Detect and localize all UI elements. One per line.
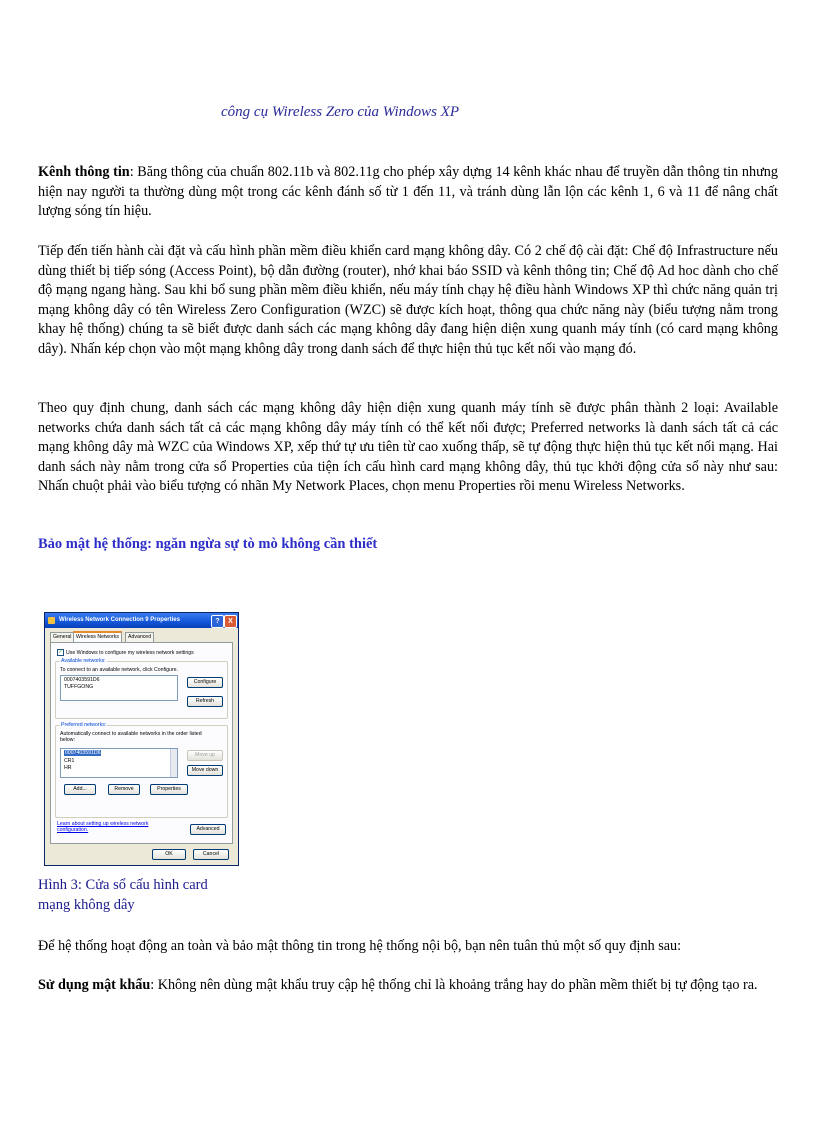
paragraph-install: Tiếp đến tiến hành cài đặt và cấu hình phần mềm điều khiển card mạng không dây. Có 2 chế độ cài đặt: Chế độ Infrastructure nếu dùng thiết bị tiếp sóng (Access Point), bộ dẫn đường (router), nhớ khai báo SSID và kênh thông tin; Chế độ Ad hoc dành cho chế độ mạng ngang hàng. Sau khi bổ sung phần mềm điều khiển, nếu máy tính chạy hệ điều hành Windows XP thì chức năng quản trị mạng không dây có tên Wireless Zero Configuration (WZC) sẽ được kích hoạt, thông qua chức năng này (biểu tượng nằm trong khay hệ thống) chúng ta sẽ biết được danh sách các mạng không dây đang hiện diện xung quanh máy tính (có card mạng không dây). Nhấn kép chọn vào một mạng không dây trong danh sách để thực hiện thủ tục kết nối vào mạng đó. [38,243,778,357]
preferred-hint-2: below: [60,737,75,743]
tab-advanced: Advanced [125,632,154,642]
available-networks-group [55,658,228,719]
paragraph-channel-label: Kênh thông tin [38,164,130,180]
available-hint: To connect to an available network, click Configure. [60,667,178,673]
refresh-button: Refresh [187,696,223,707]
advanced-button: Advanced [190,824,226,835]
remove-button: Remove [108,784,140,795]
paragraph-channel [38,163,778,222]
configure-button: Configure [187,677,223,688]
properties-button: Properties [150,784,188,795]
network-icon [48,617,55,624]
list-item: 0007403591D6 [65,750,101,756]
paragraph-password [38,976,778,996]
paragraph-security-intro: Để hệ thống hoạt động an toàn và bảo mật thông tin trong hệ thống nội bộ, bạn nên tuân thủ một số quy định sau: [38,938,682,954]
use-windows-checkbox [57,649,194,656]
move-down-button: Move down [187,765,223,776]
tab-general: General [50,632,74,642]
preferred-hint-1: Automatically connect to available networks in the order listed [60,731,202,737]
figure-top-caption: công cụ Wireless Zero của Windows XP [221,104,460,120]
dialog-title-bar [45,613,238,628]
available-networks-list [60,675,178,701]
preferred-networks-list [60,748,178,778]
move-up-button: Move up [187,750,223,761]
list-item: TUFFGONG [64,684,94,690]
learn-link-line-2: configuration. [57,827,89,833]
list-item: CR1 [64,758,75,764]
help-button: ? [211,615,224,628]
checkbox-label: Use Windows to configure my wireless network settings [66,649,194,656]
close-button: X [224,615,237,628]
paragraph-channel-text: : Băng thông của chuẩn 802.11b và 802.11g cho phép xây dựng 14 kênh khác nhau để truyền dẫn thông tin nhưng hiện nay người ta thường dùng một trong các kênh đánh số từ 1 đến 11, và tránh dùng lẫn lộn các kênh 1, 6 và 11 để nâng chất lượng sóng tín hiệu. [38,164,778,220]
paragraph-password-text: : Không nên dùng mật khẩu truy cập hệ thống chỉ là khoảng trắng hay do phần mềm thiết bị tự động tạo ra. [150,977,758,993]
section-heading: Bảo mật hệ thống: ngăn ngừa sự tò mò không cần thiết [38,536,378,552]
list-item: HR [64,765,72,771]
list-item: 0007403591D6 [64,677,100,683]
wireless-properties-screenshot [44,612,239,866]
paragraph-password-label: Sử dụng mật khẩu [38,977,151,993]
tab-panel [50,642,233,844]
preferred-networks-group [55,722,228,818]
checkbox-mark: ✓ [58,649,63,655]
learn-link-line-1: Learn about setting up wireless network [57,821,149,827]
preferred-networks-label: Preferred networks: [61,722,107,728]
figure-caption: Hình 3: Cửa sổ cấu hình card mạng không dây [38,877,208,913]
dialog-title: Wireless Network Connection 9 Properties [59,617,180,623]
available-networks-label: Available networks: [61,658,106,664]
paragraph-network-lists: Theo quy định chung, danh sách các mạng không dây hiện diện xung quanh máy tính sẽ được phân thành 2 loại: Available networks chứa danh sách tất cả các mạng không dây máy tính có thể kết nối được; Preferred networks là danh sách tất cả các mạng không dây mà WZC của Windows XP, xếp thứ tự ưu tiên từ cao xuống thấp, sẽ tự động thực hiện thủ tục kết nối mạng. Hai danh sách này nằm trong cửa sổ Properties của tiện ích cấu hình card mạng không dây, thủ tục khởi động cửa sổ này như sau: Nhấn chuột phải vào biểu tượng có nhãn My Network Places, chọn menu Properties rồi menu Wireless Networks. [38,400,778,495]
add-button: Add... [64,784,96,795]
cancel-button: Cancel [193,849,229,860]
ok-button: OK [152,849,186,860]
list-scrollbar [170,749,177,777]
tab-wireless-networks: Wireless Networks [73,631,122,644]
